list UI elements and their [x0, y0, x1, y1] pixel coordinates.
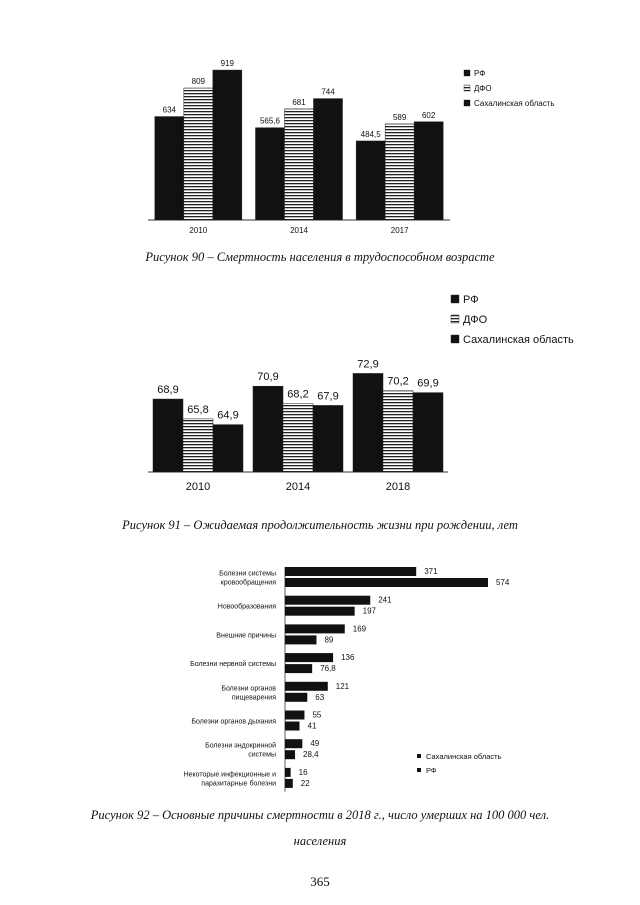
bar	[285, 779, 293, 788]
category-label: Болезни органов	[221, 685, 276, 693]
bar	[414, 122, 443, 220]
data-label: 589	[392, 112, 407, 122]
bar	[385, 124, 414, 220]
category-label: Болезни органов дыхания	[191, 718, 276, 726]
data-label: 70,9	[257, 371, 279, 384]
data-label: 49	[310, 739, 320, 749]
legend-label: Сахалинская область	[463, 334, 574, 346]
legend-label: ДФО	[474, 84, 492, 93]
x-tick-label: 2010	[189, 226, 208, 235]
data-label: 136	[341, 653, 355, 663]
x-tick-label: 2010	[185, 481, 211, 493]
data-label: 484,5	[360, 129, 381, 139]
bar	[285, 750, 295, 759]
bar	[213, 70, 242, 220]
bar	[285, 653, 333, 662]
legend-label: Сахалинская область	[474, 99, 555, 108]
data-label: 121	[335, 681, 350, 691]
data-label: 634	[162, 105, 177, 115]
data-label: 64,9	[217, 409, 239, 422]
data-label: 169	[352, 624, 367, 634]
data-label: 565,6	[259, 116, 281, 126]
category-label: пищеварения	[231, 694, 276, 702]
data-label: 41	[307, 721, 317, 731]
data-label: 371	[424, 567, 438, 576]
data-label: 76,8	[320, 664, 336, 674]
legend-swatch	[451, 315, 459, 323]
bar	[285, 693, 307, 702]
legend-swatch	[451, 295, 459, 303]
legend-label: РФ	[426, 766, 437, 775]
bar	[256, 128, 285, 220]
caption-figure-92-line1: Рисунок 92 – Основные причины смертности в 2018 г., число умерших на 100 000 чел.	[90, 808, 550, 822]
data-label: 69,9	[417, 377, 439, 390]
bar	[285, 607, 355, 616]
bar	[285, 635, 316, 644]
bar	[314, 99, 343, 220]
caption-figure-90: Рисунок 90 – Смертность населения в трудоспособном возрасте	[145, 250, 495, 264]
data-label: 28,4	[303, 750, 319, 760]
legend-swatch	[417, 754, 421, 758]
legend-swatch	[464, 100, 470, 106]
bar	[183, 419, 213, 472]
bar	[383, 391, 413, 472]
data-label: 68,9	[157, 384, 179, 397]
legend-swatch	[417, 768, 421, 772]
bar	[285, 711, 304, 720]
bar	[155, 117, 184, 220]
bar	[285, 624, 345, 633]
legend-label: РФ	[474, 69, 486, 78]
page-number: 365	[310, 874, 330, 889]
data-label: 241	[378, 595, 392, 605]
bar	[413, 393, 443, 472]
category-label: паразитарные болезни	[201, 780, 276, 788]
legend-swatch	[451, 335, 459, 343]
legend-swatch	[464, 70, 470, 76]
x-tick-label: 2018	[385, 481, 411, 493]
bar	[285, 739, 302, 748]
data-label: 65,8	[187, 403, 209, 416]
data-label: 574	[496, 578, 510, 587]
legend-swatch	[464, 85, 470, 91]
bar	[285, 109, 314, 220]
category-label: Внешние причины	[216, 632, 276, 640]
bar	[285, 596, 370, 605]
legend-label: ДФО	[463, 314, 488, 326]
legend-label: РФ	[463, 294, 479, 306]
category-label: Новообразования	[217, 603, 276, 611]
bar	[283, 404, 313, 472]
data-label: 63	[315, 692, 325, 702]
caption-figure-91: Рисунок 91 – Ожидаемая продолжительность жизни при рождении, лет	[122, 518, 518, 532]
data-label: 22	[300, 778, 310, 788]
data-label: 67,9	[317, 390, 339, 403]
data-label: 68,2	[287, 388, 309, 401]
bar	[353, 373, 383, 472]
data-label: 744	[321, 87, 335, 97]
bar	[285, 578, 488, 587]
bar	[313, 405, 343, 472]
bar	[285, 768, 291, 777]
category-label: системы	[248, 751, 276, 759]
bar	[285, 682, 328, 691]
category-label: Болезни нервной системы	[190, 661, 276, 669]
data-label: 16	[298, 767, 308, 777]
category-label: кровообращения	[220, 579, 276, 587]
bar	[285, 567, 416, 576]
data-label: 681	[292, 97, 306, 107]
data-label: 70,2	[387, 375, 409, 388]
bar	[356, 141, 385, 220]
bar	[285, 722, 300, 731]
data-label: 809	[191, 77, 206, 87]
x-tick-label: 2014	[285, 481, 311, 493]
data-label: 72,9	[357, 358, 379, 371]
bar	[153, 399, 183, 472]
category-label: Болезни системы	[219, 570, 276, 578]
caption-figure-92-line2: населения	[293, 834, 347, 848]
data-label: 55	[312, 710, 322, 720]
bar	[253, 386, 283, 472]
data-label: 89	[324, 635, 334, 645]
x-tick-label: 2017	[390, 226, 409, 235]
bar	[213, 425, 243, 472]
bar	[184, 88, 213, 220]
data-label: 919	[220, 59, 235, 69]
category-label: Некоторые инфекционные и	[183, 771, 276, 779]
data-label: 197	[362, 606, 377, 616]
legend-label: Сахалинская область	[426, 752, 502, 761]
bar	[285, 664, 312, 673]
category-label: Болезни эндокринной	[205, 742, 276, 750]
data-label: 602	[421, 110, 436, 120]
x-tick-label: 2014	[290, 226, 308, 235]
